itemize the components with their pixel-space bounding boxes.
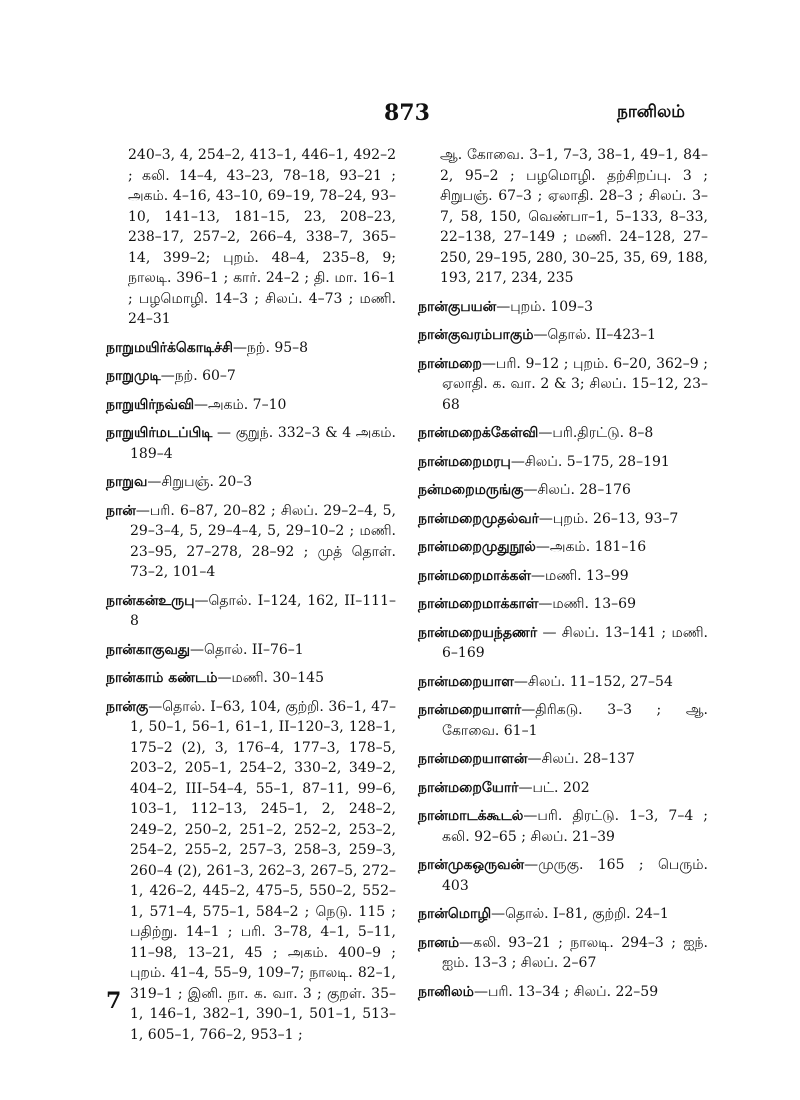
index-entry-continuation — [106, 145, 396, 330]
entry-headword: நான்மறைமுதல்வர் — [418, 510, 539, 527]
index-entry — [418, 904, 708, 925]
entry-references: 240–3, 4, 254–2, 413–1, 446–1, 492–2 ; கலி. 14–4, 43–23, 78–18, 93–21 ; அகம். 4–16, 43–10, 69–19, 78–24, 93–10, 141–13, 181–15, 23, 208–23, 238–17, 257–2, 266–4, 338–7, 365–14, 399–2; புறம். 48–4, 235–8, 9; நாலடி. 396–1 ; கார். 24–2 ; தி. மா. 16–1 ; பழமொழி. 14–3 ; சிலப். 4–73 ; மணி. 24–31 — [128, 147, 396, 327]
index-entry — [418, 623, 708, 664]
entry-references: —மணி. 13–99 — [531, 567, 629, 584]
entry-headword: நான்மாடக்கூடல் — [418, 808, 524, 824]
entry-headword: நான்கு — [106, 698, 149, 715]
entry-headword: நானிலம் — [418, 983, 474, 1000]
entry-references: —பரி. 9–12 ; புறம். 6–20, 362–9 ; ஏலாதி. க. வா. 2 & 3; சிலப். 15–12, 23–68 — [442, 355, 708, 413]
page-number: 873 — [384, 100, 430, 126]
index-entry — [418, 806, 708, 847]
index-entry — [418, 982, 708, 1003]
index-entry — [106, 366, 396, 387]
entry-references: —புறம். 109–3 — [496, 298, 593, 315]
entry-references: —மணி. 13–69 — [538, 596, 636, 612]
entry-references: —புறம். 26–13, 93–7 — [538, 510, 679, 527]
entry-references: —மணி. 30–145 — [217, 670, 324, 686]
entry-references: —முருகு. 165 ; பெரும். 403 — [442, 857, 708, 894]
entry-references: —தொல். I–63, 104, குற்றி. 36–1, 47–1, 50–1, 56–1, 61–1, II–120–3, 128–1, 175–2 (2), 3, 176–4, 177–3, 178–5, 203–2, 205–1, 254–2, 330–2, 349–2, 404–2, III–54–4, 55–1, 87–11, 99–6, 103–1, 112–13, 245–1, 2, 248–2, 249–2, 250–2, 251–2, 252–2, 253–2, 254–2, 255–2, 257–3, 258–3, 259–3, 260–4 (2), 261–3, 262–3, 267–5, 272–1, 426–2, 445–2, 475–5, 550–2, 552–1, 571–4, 575–1, 584–2 ; நெடு. 115 ; பதிற்று. 14–1 ; பரி. 3–78, 4–1, 5–11, 11–98, 13–21, 45 ; அகம். 400–9 ; புறம். 41–4, 55–9, 109–7; நாலடி. 82–1, 319–1 ; இனி. நா. க. வா. 3 ; குறள். 35–1, 146–1, 382–1, 390–1, 501–1, 513–1, 605–1, 766–2, 953–1 ; — [130, 698, 396, 1043]
entry-headword: நாறுயிர்நவ்வி — [106, 396, 194, 413]
index-entry — [418, 566, 708, 587]
entry-headword: நான்மொழி — [418, 906, 492, 922]
entry-references: —சிறுபஞ். 20–3 — [147, 474, 253, 490]
entry-headword: நான்மறையந்தணர் — [418, 624, 538, 641]
entry-references: —பட். 202 — [518, 779, 590, 796]
right-column — [418, 145, 708, 1010]
index-entry — [418, 509, 708, 530]
entry-headword: நான்காம் கண்டம் — [106, 670, 218, 686]
entry-headword: நான்மறையாளன் — [418, 751, 528, 767]
index-entry — [106, 697, 396, 1046]
entry-references: —நற். 60–7 — [160, 368, 236, 384]
entry-headword: நான்மறையோர் — [418, 779, 519, 796]
entry-headword: நான்முகஒருவன் — [418, 857, 525, 873]
entry-headword: நான்குபயன் — [418, 298, 497, 315]
entry-references: — குறுந். 332–3 & 4 அகம். 189–4 — [130, 425, 396, 462]
index-entry — [418, 778, 708, 799]
index-entry — [418, 423, 708, 444]
entry-headword: நான் — [106, 502, 136, 519]
entry-references: —அகம். 7–10 — [194, 396, 287, 413]
index-entry — [106, 501, 396, 583]
index-entry — [418, 480, 708, 501]
index-entry — [106, 423, 396, 464]
entry-references: —தொல். I–81, குற்றி. 24–1 — [491, 906, 669, 922]
entry-references: —சிலப். 28–137 — [527, 751, 635, 767]
entry-references: —தொல். II–76–1 — [190, 641, 304, 658]
entry-headword: நான்மறைமரபு — [418, 453, 511, 470]
entry-headword: நான்மறைக்கேள்வி — [418, 425, 539, 441]
entry-headword: நான்குவரம்பாகும் — [418, 327, 534, 343]
entry-references: —சிலப். 11–152, 27–54 — [513, 673, 673, 690]
index-entry — [418, 325, 708, 346]
entry-references: —தொல். II–423–1 — [533, 327, 657, 343]
entry-references: —சிலப். 28–176 — [523, 482, 631, 498]
index-entry — [106, 338, 396, 359]
index-entry — [418, 537, 708, 558]
entry-headword: நான்மறைமாக்காள் — [418, 596, 539, 612]
entry-headword: நான்மறையாள — [418, 673, 514, 690]
index-entry — [106, 591, 396, 632]
index-entry — [418, 354, 708, 416]
entry-headword: நான்மறையாளர் — [418, 702, 522, 718]
entry-headword: நான்காகுவது — [106, 641, 191, 658]
index-entry — [418, 672, 708, 693]
entry-headword: நாறுமயிர்க்கொடிச்சி — [106, 339, 233, 356]
index-entry — [106, 668, 396, 689]
entry-headword: நாறுமுடி — [106, 368, 161, 384]
entry-headword: நான்கன்உருபு — [106, 592, 195, 609]
entry-references: —நற். 95–8 — [232, 339, 309, 356]
entry-references: —சிலப். 5–175, 28–191 — [510, 453, 670, 470]
index-entry — [106, 472, 396, 493]
index-entry — [418, 933, 708, 974]
signature-mark: 7 — [106, 988, 122, 1014]
entry-references: —திரிகடு. 3–3 ; ஆ. கோவை. 61–1 — [442, 702, 708, 739]
entry-references: —பரி. 13–34 ; சிலப். 22–59 — [473, 983, 659, 1000]
index-entry — [418, 594, 708, 615]
index-entry — [418, 297, 708, 318]
entry-headword: நான்மறைமுதுநூல் — [418, 539, 536, 555]
entry-headword: நான்மறைமாக்கள் — [418, 567, 532, 584]
entry-references: —பரி.திரட்டு. 8–8 — [538, 425, 654, 441]
left-column — [106, 145, 396, 1053]
index-entry — [418, 749, 708, 770]
entry-headword: நாறுயிர்மடப்பிடி — [106, 425, 213, 441]
entry-references: —அகம். 181–16 — [535, 539, 647, 555]
index-entry — [106, 395, 396, 416]
entry-references: ஆ. கோவை. 3–1, 7–3, 38–1, 49–1, 84–2, 95–2 ; பழமொழி. தற்சிறப்பு. 3 ; சிறுபஞ். 67–3 ; ஏலாதி. 28–3 ; சிலப். 3–7, 58, 150, வெண்பா–1, 5–133, 8–33, 22–138, 27–149 ; மணி. 24–128, 27–250, 29–195, 280, 30–25, 35, 69, 188, 193, 217, 234, 235 — [440, 147, 708, 286]
index-entry — [106, 640, 396, 661]
index-entry — [418, 855, 708, 896]
index-entry-continuation — [418, 145, 708, 289]
entry-headword: நான்மறை — [418, 355, 482, 372]
entry-references: —பரி. திரட்டு. 1–3, 7–4 ; கலி. 92–65 ; சிலப். 21–39 — [442, 808, 708, 845]
entry-headword: நானம் — [418, 934, 460, 951]
index-entry — [418, 452, 708, 473]
entry-headword: நன்மறைமருங்கு — [418, 482, 524, 498]
entry-references: — சிலப். 13–141 ; மணி. 6–169 — [442, 624, 708, 661]
index-entry — [418, 700, 708, 741]
entry-headword: நாறுவ — [106, 474, 148, 490]
entry-references: —கலி. 93–21 ; நாலடி. 294–3 ; ஐந். ஐம். 13–3 ; சிலப். 2–67 — [442, 934, 708, 971]
running-header-title: நானிலம் — [617, 102, 685, 122]
entry-references: —தொல். I–124, 162, II–111–8 — [130, 592, 396, 629]
entry-references: —பரி. 6–87, 20–82 ; சிலப். 29–2–4, 5, 29–3–4, 5, 29–4–4, 5, 29–10–2 ; மணி. 23–95, 27–278, 28–92 ; முத் தொள். 73–2, 101–4 — [130, 502, 396, 580]
